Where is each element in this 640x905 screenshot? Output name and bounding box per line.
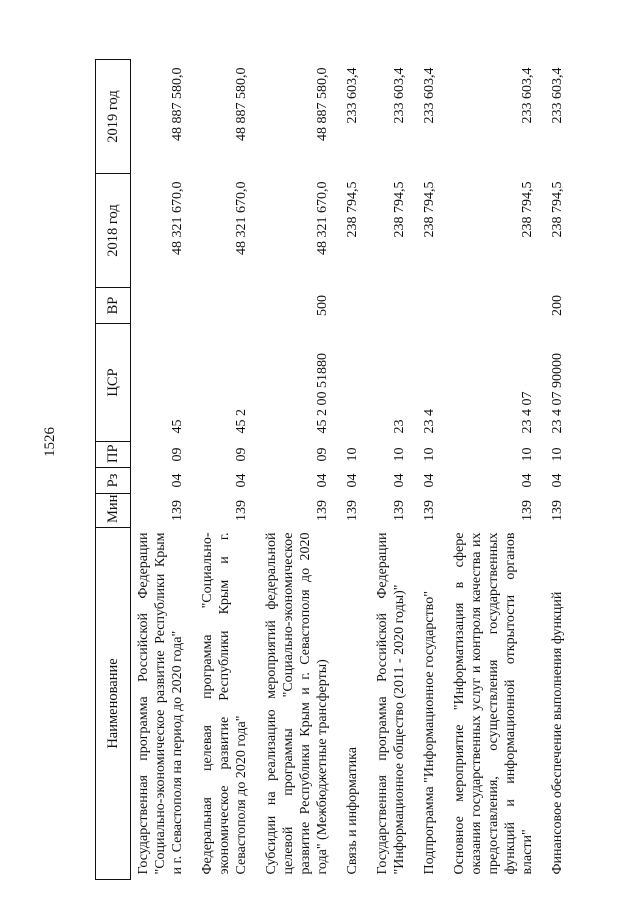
table-row: [131, 60, 196, 880]
header-min: Мин: [96, 494, 131, 528]
table-row: [417, 60, 447, 880]
row-vr: [447, 288, 545, 324]
row-2018: 238 794,5: [520, 181, 535, 238]
row-rz: 04: [345, 473, 360, 488]
row-pr: 10: [422, 447, 437, 462]
row-2019: 48 887 580,0: [315, 67, 330, 141]
row-2018: 48 321 670,0: [170, 181, 185, 255]
header-2019: 2019 год: [96, 60, 131, 174]
table-row: [340, 60, 370, 880]
row-vr: [417, 288, 447, 324]
row-rz: 04: [520, 473, 535, 488]
row-rz: 04: [315, 473, 330, 488]
header-name: Наименование: [96, 528, 131, 880]
row-2018: 238 794,5: [392, 181, 407, 238]
row-vr: 500: [315, 295, 330, 316]
row-pr: 09: [170, 447, 185, 462]
row-pr: 09: [234, 447, 249, 462]
row-min: 139: [422, 500, 437, 521]
row-csr: 23: [392, 419, 407, 434]
row-2019: 233 603,4: [422, 67, 437, 124]
row-2019: 233 603,4: [392, 67, 407, 124]
row-pr: 10: [345, 447, 360, 462]
row-rz: 04: [422, 473, 437, 488]
row-2018: 238 794,5: [345, 181, 360, 238]
row-2018: 238 794,5: [550, 181, 565, 238]
table-row: [545, 60, 575, 880]
row-2019: 233 603,4: [345, 67, 360, 124]
row-rz: 04: [170, 473, 185, 488]
row-name: Государственная программа Российской Федерации "Информационное общество (2011 - 2020 годы)": [375, 532, 407, 875]
row-name: Подпрограмма "Информационное государство": [422, 591, 437, 875]
row-pr: 10: [520, 447, 535, 462]
row-name: Государственная программа Российской Федерации "Социально-экономическое развитие Республики Крым и г. Севастополя на период до 2020 года": [136, 532, 185, 875]
row-min: 139: [520, 500, 535, 521]
header-pr: ПР: [96, 442, 131, 468]
table-row: [447, 60, 545, 880]
row-pr: 09: [315, 447, 330, 462]
row-csr: 23 4 07: [520, 391, 535, 434]
row-pr: 10: [550, 447, 565, 462]
row-name: Связь и информатика: [345, 747, 360, 875]
row-vr: [195, 288, 259, 324]
row-2018: 48 321 670,0: [234, 181, 249, 255]
row-2019: 48 887 580,0: [234, 67, 249, 141]
row-min: 139: [345, 500, 360, 521]
row-name: Основное мероприятие "Информатизация в сфере оказания государственных услуг и контроля качества их предоставления, осуществления государственных функций и информационной открытости органов власти": [452, 532, 535, 875]
row-2019: 48 887 580,0: [170, 67, 185, 141]
row-csr: [340, 324, 370, 442]
table-row: [259, 60, 340, 880]
row-name: Финансовое обеспечение выполнения функций: [550, 591, 565, 875]
row-2018: 238 794,5: [422, 181, 437, 238]
row-csr: 23 4: [422, 409, 437, 434]
row-name: Субсидии на реализацию мероприятий федеральной целевой программы "Социально-экономическое развитие Республики Крым и г. Севастополя до 2020 года" (Межбюджетные трансферты): [264, 532, 330, 875]
row-min: 139: [234, 500, 249, 521]
row-rz: 04: [392, 473, 407, 488]
row-2018: 48 321 670,0: [315, 181, 330, 255]
page-number: 1526: [42, 427, 58, 457]
table-row: [195, 60, 259, 880]
header-csr: ЦСР: [96, 324, 131, 442]
row-2019: 233 603,4: [550, 67, 565, 124]
row-csr: 45: [170, 419, 185, 434]
row-csr: 23 4 07 90000: [550, 353, 565, 434]
row-pr: 10: [392, 447, 407, 462]
row-vr: [340, 288, 370, 324]
row-rz: 04: [234, 473, 249, 488]
row-min: 139: [392, 500, 407, 521]
row-name: Федеральная целевая программа "Социально-экономическое развитие Республики Крым и г. Севастополя до 2020 года": [200, 532, 249, 875]
header-rz: Рз: [96, 468, 131, 494]
table-header-row: [96, 60, 131, 880]
row-csr: 45 2: [234, 409, 249, 434]
header-vr: ВР: [96, 288, 131, 324]
table-row: [370, 60, 417, 880]
row-min: 139: [170, 500, 185, 521]
header-2018: 2018 год: [96, 174, 131, 288]
row-2019: 233 603,4: [520, 67, 535, 124]
budget-table: [95, 59, 575, 880]
row-min: 139: [315, 500, 330, 521]
row-min: 139: [550, 500, 565, 521]
row-rz: 04: [550, 473, 565, 488]
budget-table-container: [95, 60, 603, 880]
row-vr: [131, 288, 196, 324]
row-vr: 200: [550, 295, 565, 316]
row-vr: [370, 288, 417, 324]
row-csr: 45 2 00 51880: [315, 353, 330, 434]
